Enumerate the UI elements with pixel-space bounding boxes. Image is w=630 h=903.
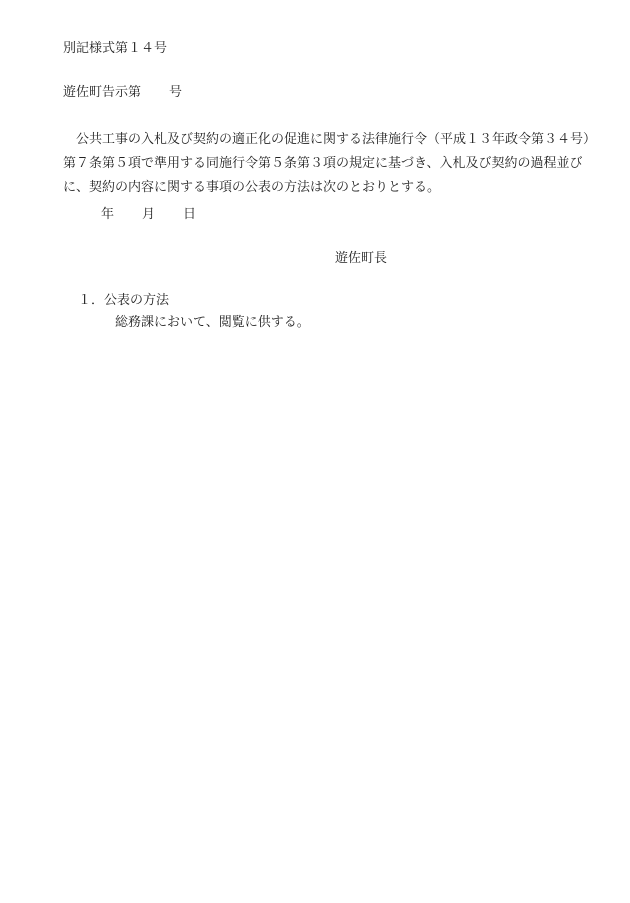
- form-number: 別記様式第１４号: [63, 41, 168, 56]
- notice-prefix: 遊佐町告示第: [63, 85, 142, 100]
- body-line: 第７条第５項で準用する同施行令第５条第３項の規定に基づき、入札及び契約の過程並び: [63, 156, 583, 171]
- item-heading: １．公表の方法: [78, 293, 170, 308]
- body-line: に、契約の内容に関する事項の公表の方法は次のとおりとする。: [63, 180, 441, 195]
- month-label: 月: [142, 207, 156, 222]
- date-line: [101, 208, 196, 221]
- signer-name: 遊佐町長: [335, 251, 388, 266]
- item-body: 総務課において、閲覧に供する。: [115, 315, 310, 330]
- body-line: 公共工事の入札及び契約の適正化の促進に関する法律施行令（平成１３年政令第３４号）: [63, 132, 597, 147]
- day-label: 日: [183, 207, 197, 222]
- notice-number: [63, 86, 182, 99]
- notice-suffix: 号: [169, 85, 183, 100]
- notice-body-paragraph: [63, 128, 597, 200]
- year-label: 年: [101, 207, 115, 222]
